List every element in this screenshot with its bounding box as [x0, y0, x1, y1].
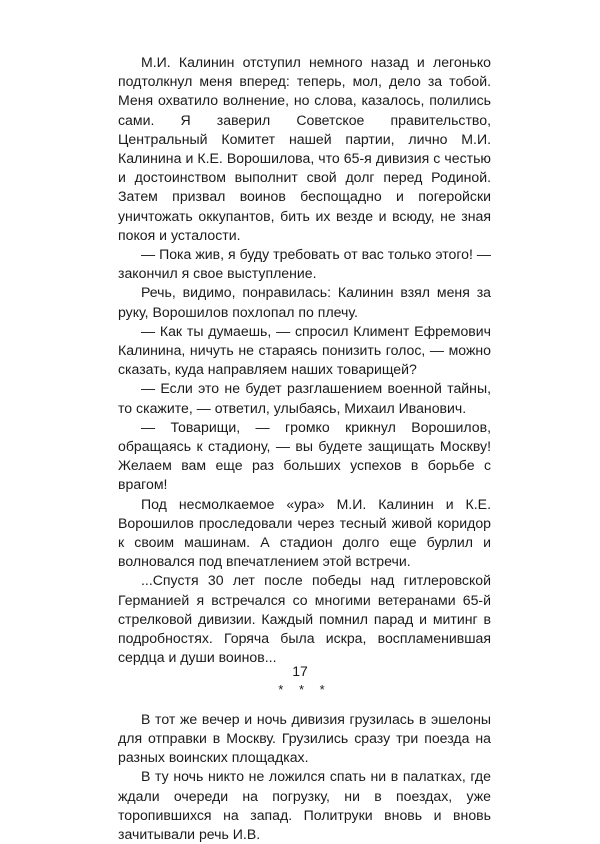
section-break: * * * [278, 681, 331, 697]
paragraph: ...Спустя 30 лет после победы над гитлеровской Германией я встречался со многими ветеранами 65-й стрелковой дивизии. Каждый помнил парад и митинг в подробностях. Горяча была искра, воспламенившая сердца и души воинов... [118, 572, 491, 666]
page-body [118, 53, 491, 844]
paragraph: Речь, видимо, понравилась: Калинин взял меня за руку, Ворошилов похлопал по плечу. [118, 284, 491, 320]
paragraph: В ту ночь никто не ложился спать ни в палатках, где ждали очереди на погрузку, ни в поездах, уже торопившихся на запад. Политруки вновь и вновь зачитывали речь И.В. [118, 768, 491, 842]
paragraph: — Как ты думаешь, — спросил Климент Ефремович Калинина, ничуть не стараясь понизить голос, — можно сказать, куда направляем наших товарищей? [118, 322, 491, 378]
paragraph: В тот же вечер и ночь дивизия грузилась в эшелоны для отправки в Москву. Грузились сразу три поезда на разных воинских площадках. [118, 710, 491, 766]
paragraph: М.И. Калинин отступил немного назад и легонько подтолкнул меня вперед: теперь, мол, дело за тобой. Меня охватило волнение, но слова, казалось, полились сами. Я заверил Советское правительство, Центральный Комитет нашей партии, лично М.И. Калинина и К.Е. Ворошилова, что 65-я дивизия с честью и достоинством выполнит свой долг перед Родиной. Затем призвал воинов беспощадно и погеройски уничтожать оккупантов, бить их везде и всюду, не зная покоя и усталости. [118, 54, 491, 243]
paragraph: — Пока жив, я буду требовать от вас только этого! — закончил я свое выступление. [118, 246, 491, 282]
paragraph: — Если это не будет разглашением военной тайны, то скажите, — ответил, улыбаясь, Михаил Иванович. [118, 380, 491, 416]
paragraph: Под несмолкаемое «ура» М.И. Калинин и К.Е. Ворошилов проследовали через тесный живой коридор к своим машинам. А стадион долго еще бурлил и волновался под впечатлением этой встречи. [118, 495, 491, 570]
paragraph: — Товарищи, — громко крикнул Ворошилов, обращаясь к стадиону, — вы будете защищать Москву! Желаем вам еще раз больших успехов в борьбе с врагом! [118, 418, 491, 493]
page-number: 17 [292, 663, 308, 679]
